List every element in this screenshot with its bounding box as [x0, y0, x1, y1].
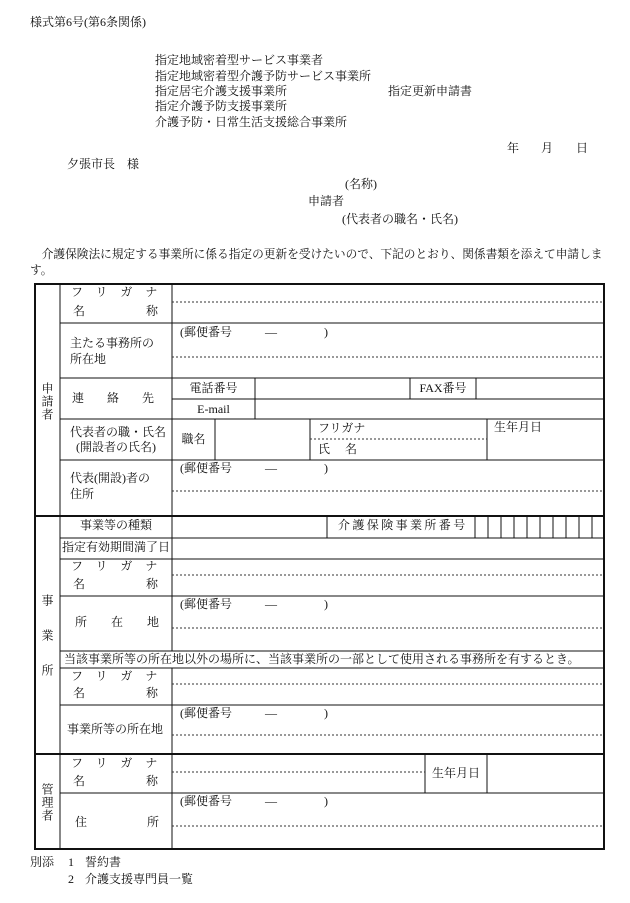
furigana-label: フリガナ	[71, 559, 171, 573]
rep-address-label: 代表(開設)者の	[70, 471, 150, 485]
satellite-office-note: 当該事業所等の所在地以外の場所に、当該事業所の一部として使用される事務所を有するとき。	[64, 652, 580, 666]
rep-name-label: 氏名	[318, 442, 373, 456]
service-type-label: 事業等の種類	[80, 518, 153, 532]
applicant-type-item: 指定地域密着型介護予防サービス事業所	[155, 69, 372, 83]
date-year-label: 年	[507, 141, 520, 155]
office-address-label: 主たる事務所の	[70, 336, 155, 350]
postal-code-close: )	[324, 794, 328, 808]
postal-code-label: (郵便番号	[180, 325, 232, 339]
postal-code-label: (郵便番号	[180, 461, 232, 475]
applicant-type-item: 介護予防・日常生活支援総合事業所	[155, 115, 348, 129]
attachment-item: 介護支援専門員一覧	[85, 872, 194, 886]
postal-code-line	[180, 461, 340, 475]
postal-code-close: )	[324, 597, 328, 611]
birthdate-label: 生年月日	[431, 766, 480, 780]
postal-code-line	[180, 597, 340, 611]
representative-label: 代表者の職・氏名	[70, 425, 167, 439]
rep-furigana-label: フリガナ	[318, 421, 366, 435]
phone-label: 電話番号	[189, 381, 238, 395]
postal-code-dash: —	[265, 325, 277, 339]
applicant-type-item: 指定地域密着型サービス事業者	[155, 53, 324, 67]
intro-text: 介護保険法に規定する事業所に係る指定の更新を受けたいので、下記のとおり、関係書類を添えて申請します。	[30, 248, 603, 277]
furigana-label: フリガナ	[71, 756, 171, 770]
form-number: 様式第6号(第6条関係)	[30, 15, 146, 29]
section-heading-manager: 管理者	[40, 783, 54, 822]
postal-code-close: )	[324, 706, 328, 720]
postal-code-close: )	[324, 461, 328, 475]
applicant-representative-label: (代表者の職名・氏名)	[342, 212, 458, 226]
representative-label: (開設者の氏名)	[76, 440, 156, 454]
job-title-label: 職名	[181, 432, 206, 446]
postal-code-label: (郵便番号	[180, 706, 232, 720]
business-address-label: 所在地	[75, 615, 184, 629]
applicant-type-item: 指定介護予防支援事業所	[155, 99, 288, 113]
postal-code-line	[180, 794, 340, 808]
expiry-date-label: 指定有効期間満了日	[62, 540, 171, 554]
furigana-label: フリガナ	[71, 669, 171, 683]
date-day-label: 日	[576, 141, 589, 155]
attachment-number: 1	[68, 855, 74, 869]
postal-code-label: (郵便番号	[180, 794, 232, 808]
manager-address-label: 住所	[75, 815, 220, 829]
postal-code-close: )	[324, 325, 328, 339]
attachment-item: 誓約書	[85, 855, 122, 869]
email-label: E-mail	[197, 402, 230, 416]
postal-code-dash: —	[265, 597, 277, 611]
office-address-label: 所在地	[70, 352, 107, 366]
postal-code-dash: —	[265, 706, 277, 720]
postal-code-dash: —	[265, 794, 277, 808]
application-title: 指定更新申請書	[388, 84, 473, 98]
postal-code-dash: —	[265, 461, 277, 475]
attachment-number: 2	[68, 872, 74, 886]
date-month-label: 月	[541, 141, 554, 155]
birthdate-label: 生年月日	[494, 420, 543, 434]
provider-number-label: 介護保険事業所番号	[338, 518, 468, 532]
postal-code-label: (郵便番号	[180, 597, 232, 611]
applicant-label: 申請者	[308, 194, 345, 208]
name-label: 名称	[73, 686, 220, 700]
applicant-name-label: (名称)	[345, 177, 377, 191]
furigana-label: フリガナ	[71, 285, 171, 299]
satellite-address-label: 事業所等の所在地	[67, 722, 164, 736]
attachments-label: 別添	[30, 855, 55, 869]
applicant-type-item: 指定居宅介護支援事業所	[155, 84, 288, 98]
postal-code-line	[180, 325, 340, 339]
section-heading-business: 事業所	[40, 594, 54, 699]
addressee: 夕張市長 様	[67, 157, 140, 171]
rep-address-label: 住所	[70, 487, 95, 501]
contact-label: 連絡先	[72, 391, 178, 405]
name-label: 名称	[73, 304, 220, 318]
section-heading-applicant: 申請者	[40, 382, 54, 421]
name-label: 名称	[73, 774, 220, 788]
postal-code-line	[180, 706, 340, 720]
fax-label: FAX番号	[419, 381, 467, 395]
name-label: 名称	[73, 577, 220, 591]
